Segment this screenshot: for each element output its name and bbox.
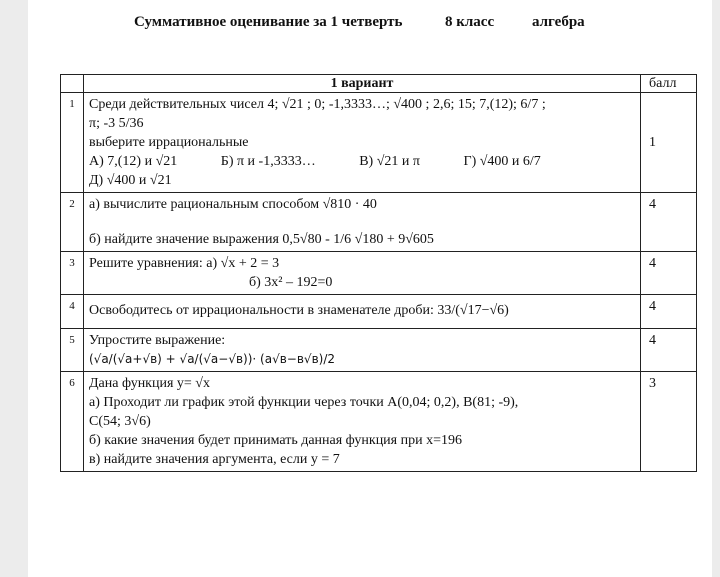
- task-expression: (√a/(√a+√в) + √a/(√a−√в))· (a√в−в√в)/2: [89, 352, 335, 366]
- task-line: Решите уравнения: а) √x + 2 = 3: [89, 256, 280, 271]
- task-number: 1: [61, 93, 84, 193]
- task-content: [84, 329, 641, 372]
- task-content: [84, 295, 641, 329]
- task-points: 4: [641, 295, 697, 329]
- table-row: [61, 252, 697, 295]
- table-row: [61, 93, 697, 193]
- title-text: Суммативное оценивание за 1 четверть: [134, 14, 403, 30]
- option-d: Г) √400 и 6/7: [463, 154, 541, 169]
- task-points: 1: [641, 93, 697, 193]
- table-row: [61, 193, 697, 252]
- task-line: б) найдите значение выражения 0,5√80 - 1/6 √180 + 9√605: [89, 232, 434, 247]
- task-content: [84, 193, 641, 252]
- task-content: [84, 252, 641, 295]
- task-line: выберите иррациональные: [89, 135, 249, 150]
- table-row: [61, 329, 697, 372]
- task-number: 4: [61, 295, 84, 329]
- task-line: π; -3 5/36: [89, 116, 144, 131]
- task-points: 3: [641, 372, 697, 472]
- table-header-row: [61, 75, 697, 93]
- subject-text: алгебра: [532, 14, 585, 30]
- task-line: в) найдите значения аргумента, если у = 7: [89, 452, 340, 467]
- task-content: [84, 372, 641, 472]
- task-line: а) вычислите рациональным способом √810 · 40: [89, 197, 377, 212]
- variant-header: 1 вариант: [84, 75, 641, 93]
- task-number: 3: [61, 252, 84, 295]
- table-row: [61, 372, 697, 472]
- task-number: 6: [61, 372, 84, 472]
- task-line: б) какие значения будет принимать данная функция при х=196: [89, 433, 462, 448]
- answer-options: [89, 152, 635, 171]
- task-points: 4: [641, 252, 697, 295]
- grade-text: 8 класс: [445, 14, 495, 30]
- task-number: 5: [61, 329, 84, 372]
- task-line: С(54; 3√6): [89, 414, 151, 429]
- task-content: [84, 93, 641, 193]
- option-e: Д) √400 и √21: [89, 173, 172, 188]
- task-line: б) 3x² – 192=0: [249, 275, 333, 290]
- task-number: 2: [61, 193, 84, 252]
- option-c: В) √21 и π: [359, 154, 420, 169]
- document-page: [28, 0, 712, 577]
- task-points: 4: [641, 329, 697, 372]
- table-row: [61, 295, 697, 329]
- option-b: Б) π и -1,3333…: [220, 154, 316, 169]
- assessment-table: [60, 74, 697, 472]
- option-a: А) 7,(12) и √21: [89, 154, 178, 169]
- task-line: Упростите выражение:: [89, 333, 226, 348]
- points-header: балл: [641, 75, 697, 93]
- task-line: а) Проходит ли график этой функции через точки А(0,04; 0,2), В(81; -9),: [89, 395, 519, 410]
- task-line: Дана функция у= √x: [89, 376, 210, 391]
- task-points: 4: [641, 193, 697, 252]
- task-line: Освободитесь от иррациональности в знаменателе дроби: 33/(√17−√6): [89, 303, 509, 318]
- task-line: Среди действительных чисел 4; √21 ; 0; -1,3333…; √400 ; 2,6; 15; 7,(12); 6/7 ;: [89, 97, 546, 112]
